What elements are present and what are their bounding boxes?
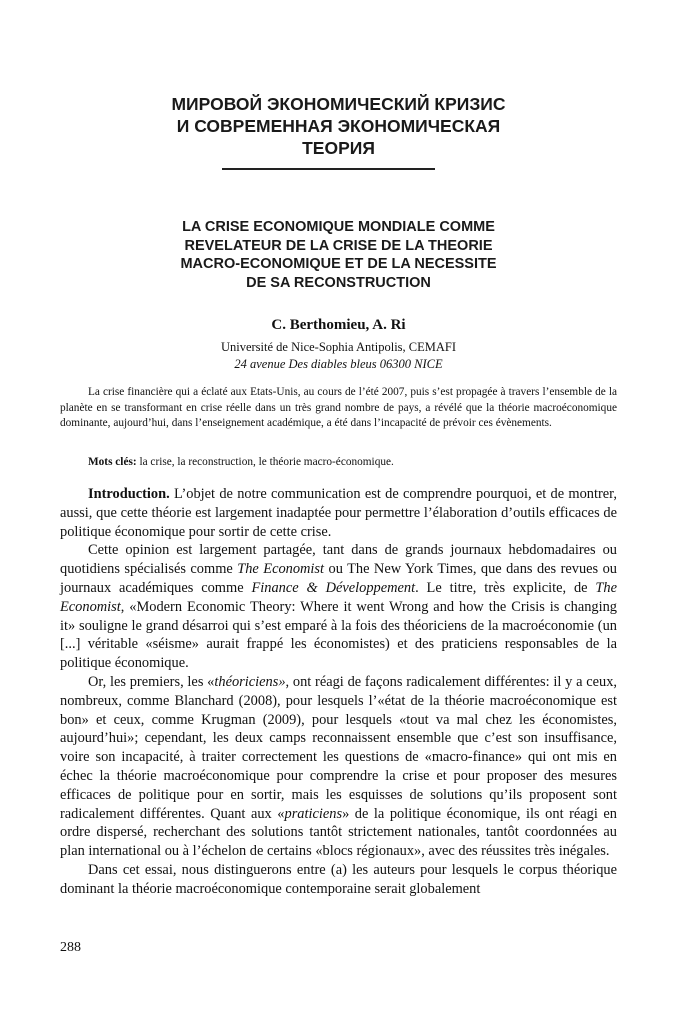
intro-text: L’objet de notre communication est de comprendre pourquoi, et de montrer, aussi, que cette théorie est largement inadaptée pour permettre l’élaboration d’outils efficaces de politique économique pour sortir de cette crise. xyxy=(60,486,617,540)
text-run: , ont réagi de façons radicalement différentes: il y a ceux, nombreux, comme Blanchard (2008), pour lesquels l’«état de la théorie macroéconomique est bon» et ceux, comme Krugman (2009), pour lesquels «tout va mal chez les économistes, aujourd’hui»; cependant, les deux camps reconnaissent ensemble que c’est son insuffisance, voire son incapacité, à traiter correctement les questions de «macro-finance» qui ont mis en échec la théorie macroéconomique pour comprendre la crise et pour proposer des mesures efficaces de politique pour en sortir, mais les esquisses de solutions qu’ils proposent sont radicalement différentes. Quant aux « xyxy=(60,673,617,822)
keywords-text: la crise, la reconstruction, le théorie macro-économique. xyxy=(136,456,394,468)
title-divider xyxy=(222,168,435,170)
page-number: 288 xyxy=(60,940,81,955)
section-title xyxy=(60,93,617,159)
article-body xyxy=(60,485,617,899)
text-run: , «Modern Economic Theory: Where it went Wrong and how the Crisis is changing it» souligne le grand désarroi qui s’est emparé à la fois des théoriciens de la macroéconomie (un [...] véritable «séisme» aurait frappé les économistes) et des praticiens responsables de la politique économique. xyxy=(60,598,617,672)
paragraph xyxy=(60,541,617,673)
address: 24 avenue Des diables bleus 06300 NICE xyxy=(234,357,443,371)
article-title-line: LA CRISE ECONOMIQUE MONDIALE COMME xyxy=(182,219,495,235)
article-title-line: MACRO-ECONOMIQUE ET DE LA NECESSITE xyxy=(180,256,497,272)
section-title-line: МИРОВОЙ ЭКОНОМИЧЕСКИЙ КРИЗИС xyxy=(171,94,506,114)
text-run: » de la politique économique, ils ont réagi en ordre dispersé, recherchant des solutions tantôt strictement nationales, tantôt coordonnées au plan international ou à l’échelon de certains «blocs régionaux», avec des réussites très inégales. xyxy=(60,805,617,860)
text-run: Cette opinion est largement partagée, tant dans de grands journaux hebdomadaires ou quotidiens spécialisés comme xyxy=(60,542,617,578)
italic-run: The Economist xyxy=(237,561,325,578)
article-title xyxy=(60,218,617,292)
text-run: Or, les premiers, les « xyxy=(88,673,215,690)
abstract: La crise financière qui a éclaté aux Etats-Unis, au cours de l’été 2007, puis s’est propagée à travers l’ensemble de la planète en se transformant en crise réelle dans un très grand nombre de pays, a révélé que la théorie macroéconomique dominante, aujourd’hui, dans l’enseignement académique, a été dans l’incapacité de prévoir ces évènements. xyxy=(60,386,617,429)
text-run: . Le titre, très explicite, de xyxy=(415,579,596,596)
section-title-line: ТЕОРИЯ xyxy=(302,138,375,158)
italic-run: praticiens xyxy=(284,805,343,822)
paragraph: Dans cet essai, nous distinguerons entre (a) les auteurs pour lesquels le corpus théorique dominant la théorie macroéconomique contemporaine serait globalement xyxy=(60,861,617,897)
article-title-line: DE SA RECONSTRUCTION xyxy=(246,274,431,291)
italic-run: Finance & Développement xyxy=(251,579,416,596)
intro-label: Introduction. xyxy=(88,486,170,502)
text-run: ou The New York Times, que dans des revues ou journaux académiques comme xyxy=(60,561,618,596)
keywords xyxy=(60,455,617,471)
authors: C. Berthomieu, A. Ri xyxy=(271,317,406,333)
article-title-line: REVELATEUR DE LA CRISE DE LA THEORIE xyxy=(184,237,493,254)
paragraph-introduction xyxy=(60,485,617,541)
italic-run: The Economist xyxy=(60,579,617,615)
italic-run: théoriciens» xyxy=(214,673,286,690)
keywords-label: Mots clés: xyxy=(88,456,137,468)
paragraph xyxy=(60,673,617,861)
section-title-line: И СОВРЕМЕННАЯ ЭКОНОМИЧЕСКАЯ xyxy=(176,116,501,136)
affiliation: Université de Nice-Sophia Antipolis, CEMAFI xyxy=(220,340,457,354)
